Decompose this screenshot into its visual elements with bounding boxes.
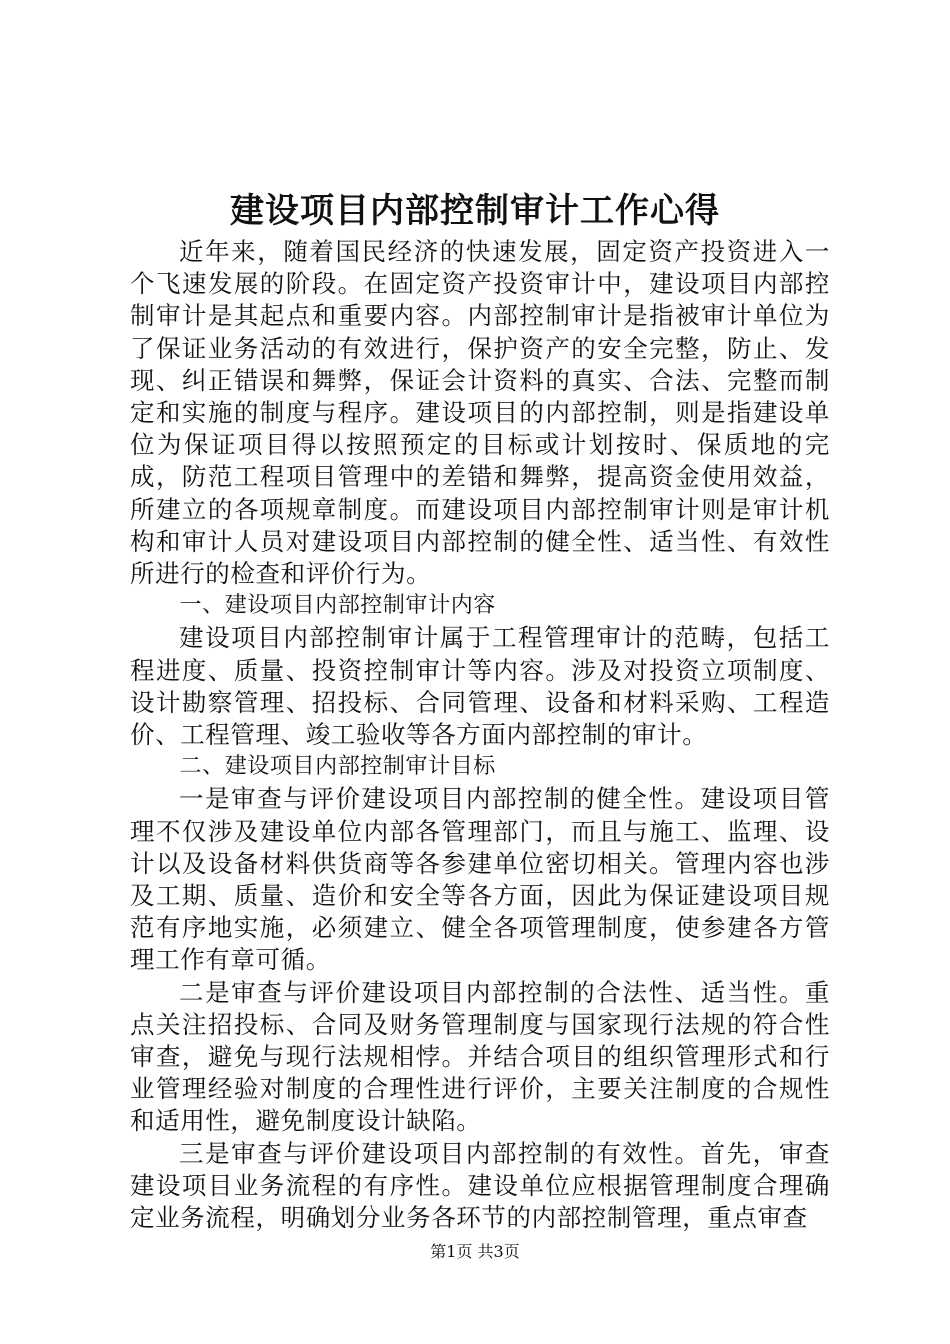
document-title: 建设项目内部控制审计工作心得 (230, 191, 720, 231)
page-footer: 第1页 共3页 (430, 1242, 520, 1261)
section-heading-content: 一、建设项目内部控制审计内容 (179, 593, 496, 619)
paragraph-intro: 近年来，随着国民经济的快速发展，固定资产投资进入一个飞速发展的阶段。在固定资产投资审计中，建设项目内部控制审计是其起点和重要内容。内部控制审计是指被审计单位为了保证业务活动的有效进行，保护资产的安全完整，防止、发现、纠正错误和舞弊，保证会计资料的真实、合法、完整而制定和实施的制度与程序。建设项目的内部控制，则是指建设单位为保证项目得以按照预定的目标或计划按时、保质地的完成，防范工程项目管理中的差错和舞弊，提高资金使用效益，所建立的各项规章制度。而建设项目内部控制审计则是审计机构和审计人员对建设项目内部控制的健全性、适当性、有效性所进行的检查和评价行为。 (130, 237, 830, 589)
paragraph-content-scope: 建设项目内部控制审计属于工程管理审计的范畴，包括工程进度、质量、投资控制审计等内容。涉及对投资立项制度、设计勘察管理、招投标、合同管理、设备和材料采购、工程造价、工程管理、竣工验收等各方面内部控制的审计。 (130, 623, 830, 750)
paragraph-objective-effectiveness: 三是审查与评价建设项目内部控制的有效性。首先，审查建设项目业务流程的有序性。建设单位应根据管理制度合理确定业务流程，明确划分业务各环节的内部控制管理，重点审查 (130, 1138, 830, 1233)
paragraph-objective-completeness: 一是审查与评价建设项目内部控制的健全性。建设项目管理不仅涉及建设单位内部各管理部门，而且与施工、监理、设计以及设备材料供货商等各参建单位密切相关。管理内容也涉及工期、质量、造价和安全等各方面，因此为保证建设项目规范有序地实施，必须建立、健全各项管理制度，使参建各方管理工作有章可循。 (130, 784, 830, 975)
paragraph-objective-legality: 二是审查与评价建设项目内部控制的合法性、适当性。重点关注招投标、合同及财务管理制度与国家现行法规的符合性审查，避免与现行法规相悖。并结合项目的组织管理形式和行业管理经验对制度的合理性进行评价，主要关注制度的合规性和适用性，避免制度设计缺陷。 (130, 977, 830, 1136)
document-body (130, 236, 830, 1234)
section-heading-objectives: 二、建设项目内部控制审计目标 (179, 754, 496, 780)
